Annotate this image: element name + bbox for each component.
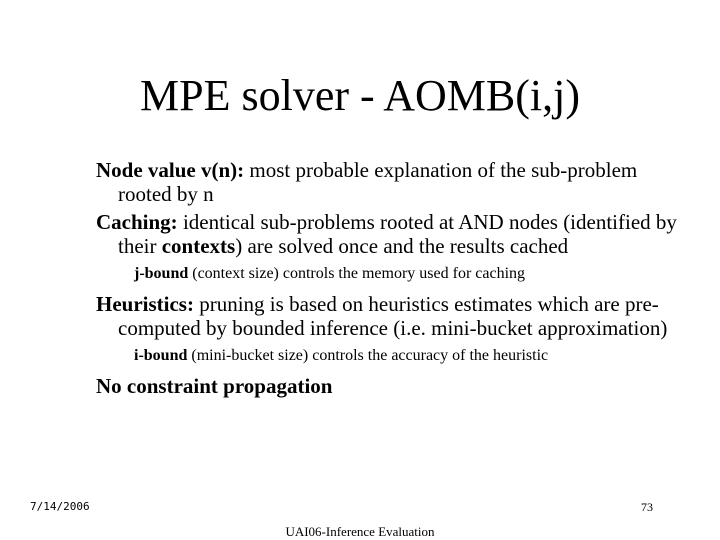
bullet-text: pruning is based on heuristics estimates which are pre-computed by bounded inference (i.e. mini-bucket approximation) (118, 292, 668, 340)
bullet-no-constraint (96, 374, 696, 398)
bullet-lead: Caching: (96, 210, 178, 234)
footer-date: 7/14/2006 (30, 500, 90, 513)
bullet-text: identical sub-problems rooted at AND nodes (identified by their (118, 210, 677, 258)
sub-bullet-lead: j-bound (134, 265, 189, 282)
slide-title: MPE solver - AOMB(i,j) (140, 71, 580, 120)
sub-bullet-text: (context size) controls the memory used for caching (188, 265, 526, 282)
bullet-caching (96, 210, 696, 258)
sub-bullet-text: (mini-bucket size) controls the accuracy of the heuristic (187, 347, 549, 364)
footer-page-number: 73 (641, 500, 653, 514)
bullet-lead: Heuristics: (96, 292, 194, 316)
bullet-text: ) are solved once and the results cached (235, 234, 569, 258)
bullet-text: most probable explanation of the sub-problem rooted by n (118, 158, 638, 206)
sub-bullet-lead: i-bound (134, 347, 188, 364)
bullet-lead: No constraint propagation (96, 374, 333, 398)
sub-bullet-i-bound (134, 346, 696, 366)
bullet-lead: Node value v(n): (96, 158, 245, 182)
slide-body (96, 158, 696, 398)
sub-bullet-j-bound (134, 264, 696, 284)
bullet-node-value (96, 158, 696, 206)
footer-caption: UAI06-Inference Evaluation (285, 524, 435, 539)
bullet-emphasis: contexts (161, 234, 236, 258)
bullet-heuristics (96, 292, 696, 340)
